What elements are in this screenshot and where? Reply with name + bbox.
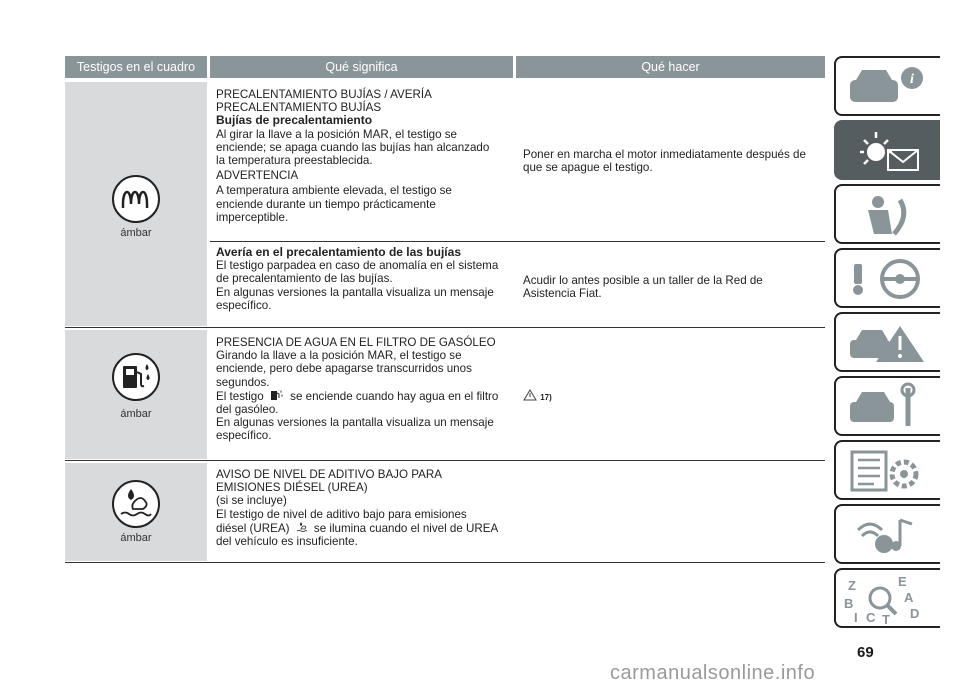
svg-text:A: A — [904, 590, 914, 605]
symbol-color-label: ámbar — [120, 227, 152, 239]
row-divider — [65, 327, 825, 328]
row3-body-line1: Girando la llave a la posición MAR, el testigo se — [216, 349, 462, 363]
row1-body-line2: enciende; se apaga cuando las bujías han alcanzado — [216, 140, 490, 154]
row4-inline-line — [216, 521, 516, 535]
tab-index[interactable] — [834, 568, 940, 628]
row1-warning-line2: enciende durante un tiempo prácticamente — [216, 197, 436, 211]
row-divider — [65, 460, 825, 461]
row1-subheading: Bujías de precalentamiento — [216, 113, 373, 128]
row4-optional-note: (si se incluye) — [216, 494, 287, 508]
row3-action-ref: 17) — [540, 393, 552, 402]
tab-starting-driving[interactable] — [834, 248, 940, 308]
row2-body-line4: específico. — [216, 298, 272, 312]
index-icon — [844, 574, 934, 624]
glow-plug-icon — [111, 174, 161, 224]
tab-safety[interactable] — [834, 184, 940, 244]
tab-multimedia[interactable] — [834, 504, 940, 564]
header-col-action: Qué hacer — [516, 56, 825, 78]
header-col-lights: Testigos en el cuadro — [65, 56, 207, 78]
tab-car-info[interactable] — [834, 56, 940, 116]
warning-lights-icon — [844, 126, 934, 176]
svg-text:T: T — [882, 612, 890, 624]
row3-inline-line — [216, 389, 516, 403]
row4-body2-line1: del vehículo es insuficiente. — [216, 535, 358, 549]
car-info-icon — [844, 62, 934, 112]
row2-subheading: Avería en el precalentamiento de las bujías — [216, 245, 461, 259]
row2-body-line1: El testigo parpadea en caso de anomalía en el sistema — [216, 259, 499, 273]
row2-action-line1: Acudir lo antes posible a un taller de la Red de — [523, 274, 763, 287]
row1-meaning — [216, 88, 516, 224]
row3-body-line3: segundos. — [216, 375, 270, 389]
row3-action — [523, 389, 823, 404]
row4-meaning — [216, 468, 516, 548]
row2-meaning — [216, 246, 516, 312]
page-number: 69 — [857, 644, 874, 661]
row2-action-line2: Asistencia Fiat. — [523, 287, 602, 301]
watermark: carmanualsonline.info — [610, 662, 816, 684]
symbol-cell-glow-plug — [65, 82, 207, 326]
row3-title: PRESENCIA DE AGUA EN EL FILTRO DE GASÓLEO — [216, 336, 496, 349]
row3-meaning — [216, 336, 516, 443]
symbol-cell-water-in-fuel — [65, 330, 207, 459]
tab-warning-lights[interactable] — [834, 120, 940, 180]
svg-text:I: I — [854, 610, 858, 624]
row1-action-line2: que se apague el testigo. — [523, 161, 653, 175]
row4-title-line2: EMISIONES DIÉSEL (UREA) — [216, 481, 368, 495]
tab-maintenance[interactable] — [834, 376, 940, 436]
tab-technical-data[interactable] — [834, 440, 940, 500]
row4-inline-post: se ilumina cuando el nivel de UREA — [313, 521, 499, 535]
symbol-cell-urea — [65, 463, 207, 561]
svg-text:E: E — [898, 574, 907, 589]
svg-text:i: i — [910, 72, 914, 87]
header-col-meaning: Qué significa — [210, 56, 513, 78]
technical-data-icon — [844, 446, 934, 496]
row1-title-line1: PRECALENTAMIENTO BUJÍAS / AVERÍA — [216, 88, 432, 101]
row3-body2-line2: En algunas versiones la pantalla visualiza un mensaje — [216, 416, 494, 430]
row2-body-line2: de precalentamiento de las bujías. — [216, 272, 393, 286]
maintenance-icon — [844, 382, 934, 432]
row3-body2-line3: específico. — [216, 429, 272, 443]
row1-body-line3: la temperatura preestablecida. — [216, 154, 373, 168]
svg-text:C: C — [866, 610, 876, 624]
row1-action-line1: Poner en marcha el motor inmediatamente después de — [523, 148, 806, 161]
row1-warning-line3: imperceptible. — [216, 210, 289, 224]
row3-body2-line1: del gasóleo. — [216, 403, 279, 417]
row3-inline-post: se enciende cuando hay agua en el filtro — [290, 389, 499, 403]
row3-inline-pre: El testigo — [216, 389, 264, 403]
water-in-fuel-icon — [111, 352, 161, 402]
urea-inline-icon — [296, 521, 308, 533]
svg-text:B: B — [844, 596, 854, 611]
starting-driving-icon — [844, 254, 934, 304]
multimedia-icon — [844, 510, 934, 560]
emergency-icon — [844, 318, 934, 368]
row2-action — [523, 274, 823, 300]
row4-body-line1: El testigo de nivel de aditivo bajo para emisiones — [216, 507, 467, 521]
row3-body-line2: enciende, pero debe apagarse transcurridos unos — [216, 362, 472, 376]
row1-body-line1: Al girar la llave a la posición MAR, el testigo se — [216, 127, 458, 141]
row1-action — [523, 148, 823, 174]
urea-level-icon — [111, 479, 161, 529]
safety-airbag-icon — [844, 190, 934, 240]
symbol-color-label: ámbar — [120, 532, 152, 544]
row2-body-line3: En algunas versiones la pantalla visualiza un mensaje — [216, 285, 494, 299]
warning-triangle-icon — [523, 389, 537, 401]
water-in-fuel-inline-icon — [270, 389, 284, 401]
row4-title-line1: AVISO DE NIVEL DE ADITIVO BAJO PARA — [216, 468, 442, 481]
symbol-color-label: ámbar — [120, 408, 152, 420]
row-divider — [210, 241, 825, 242]
row1-warning-line1: A temperatura ambiente elevada, el testigo se — [216, 184, 452, 198]
svg-text:Z: Z — [848, 578, 856, 593]
row-divider — [65, 562, 825, 563]
row1-warning-title: ADVERTENCIA — [216, 169, 299, 183]
row1-title-line2: PRECALENTAMIENTO BUJÍAS — [216, 101, 382, 115]
row4-inline-pre: diésel (UREA) — [216, 521, 290, 535]
svg-text:D: D — [910, 606, 920, 621]
tab-emergency[interactable] — [834, 312, 940, 372]
